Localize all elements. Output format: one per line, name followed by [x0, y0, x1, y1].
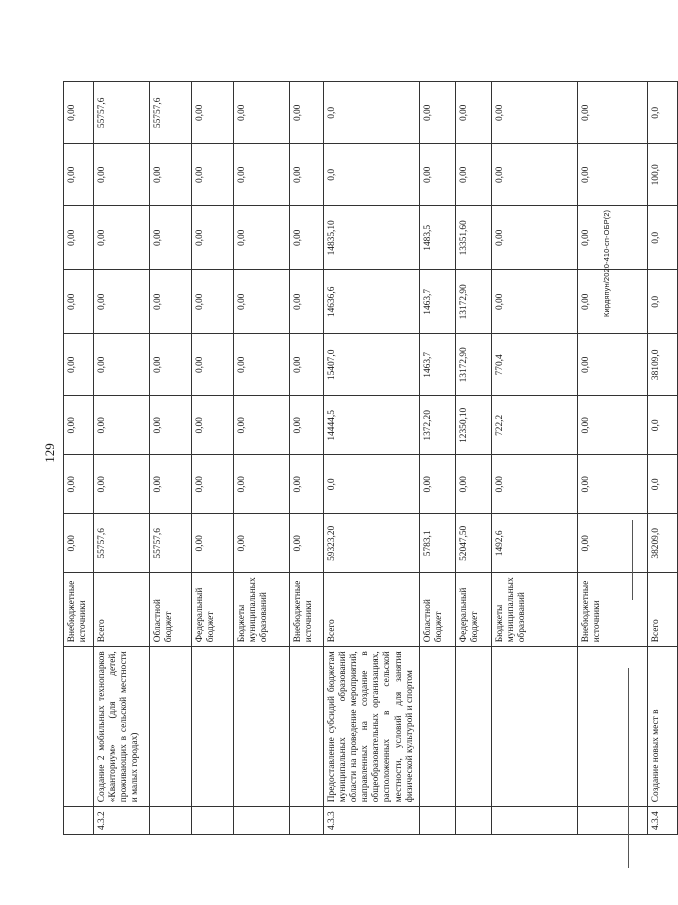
amount-cell: 0,0	[324, 144, 420, 206]
table-row	[64, 82, 94, 835]
amount-cell: 0,00	[150, 334, 192, 396]
amount-cell: 0,00	[192, 144, 234, 206]
amount-cell: 0,0	[324, 82, 420, 144]
amount-cell: 1463,7	[419, 334, 455, 396]
amount-cell: 0,00	[290, 144, 324, 206]
funding-table	[63, 81, 678, 835]
row-number-cell	[491, 807, 577, 835]
amount-cell: 0,00	[290, 270, 324, 334]
amount-cell: 0,00	[234, 270, 290, 334]
table-row	[647, 82, 677, 835]
measure-name-cell: Предоставление субсидий бюджетам муниципальных образований области на проведение мероприятий, направленных на создание в общеобразовательных организациях, расположенных в сельской местности, условий для занятия физической культурой и спортом	[324, 647, 420, 807]
amount-cell: 0,00	[577, 514, 647, 573]
measure-name-cell	[64, 647, 94, 807]
amount-cell: 0,00	[150, 270, 192, 334]
row-number-cell	[419, 807, 455, 835]
amount-cell: 55757,6	[150, 514, 192, 573]
amount-cell: 14835,10	[324, 206, 420, 270]
amount-cell: 0,00	[64, 396, 94, 455]
amount-cell: 55757,6	[150, 82, 192, 144]
scan-artifact-line	[632, 520, 633, 600]
amount-cell: 0,00	[419, 455, 455, 514]
funding-source-cell: Внебюджетные источники	[64, 573, 94, 647]
funding-source-cell: Бюджеты муниципальных образований	[491, 573, 577, 647]
amount-cell: 0,00	[94, 396, 150, 455]
row-number-cell	[577, 807, 647, 835]
amount-cell: 0,00	[455, 144, 491, 206]
amount-cell: 0,00	[290, 514, 324, 573]
amount-cell: 0,00	[419, 144, 455, 206]
amount-cell: 0,00	[577, 82, 647, 144]
funding-source-cell: Федеральный бюджет	[455, 573, 491, 647]
amount-cell: 1463,7	[419, 270, 455, 334]
amount-cell: 12350,10	[455, 396, 491, 455]
amount-cell: 5783,1	[419, 514, 455, 573]
funding-source-cell: Бюджеты муниципальных образований	[234, 573, 290, 647]
amount-cell: 55757,6	[94, 82, 150, 144]
amount-cell: 0,00	[290, 396, 324, 455]
funding-source-cell: Федеральный бюджет	[192, 573, 234, 647]
amount-cell: 0,00	[94, 455, 150, 514]
amount-cell: 0,00	[290, 206, 324, 270]
measure-name-cell	[192, 647, 234, 807]
table-row	[491, 82, 577, 835]
amount-cell: 0,00	[290, 334, 324, 396]
amount-cell: 0,00	[192, 82, 234, 144]
amount-cell: 0,0	[647, 270, 677, 334]
table-row	[150, 82, 192, 835]
table-row	[577, 82, 647, 835]
row-number-cell	[455, 807, 491, 835]
amount-cell: 52047,50	[455, 514, 491, 573]
amount-cell: 1492,6	[491, 514, 577, 573]
amount-cell: 0,00	[491, 144, 577, 206]
funding-source-cell: Всего	[324, 573, 420, 647]
amount-cell: 0,00	[577, 396, 647, 455]
funding-source-cell: Областной бюджет	[419, 573, 455, 647]
amount-cell: 0,00	[94, 144, 150, 206]
amount-cell: 100,0	[647, 144, 677, 206]
amount-cell: 0,00	[64, 334, 94, 396]
amount-cell: 38109,0	[647, 334, 677, 396]
amount-cell: 55757,6	[94, 514, 150, 573]
amount-cell: 0,00	[64, 514, 94, 573]
table-row	[192, 82, 234, 835]
table-row	[324, 82, 420, 835]
amount-cell: 0,00	[290, 455, 324, 514]
amount-cell: 0,00	[577, 270, 647, 334]
amount-cell: 59323,20	[324, 514, 420, 573]
amount-cell: 0,00	[577, 334, 647, 396]
page-number: 129	[42, 443, 57, 463]
amount-cell: 0,00	[150, 455, 192, 514]
amount-cell: 0,00	[94, 206, 150, 270]
amount-cell: 0,00	[234, 455, 290, 514]
table-row	[290, 82, 324, 835]
table-row	[234, 82, 290, 835]
amount-cell: 0,00	[150, 396, 192, 455]
amount-cell: 770,4	[491, 334, 577, 396]
amount-cell: 14444,5	[324, 396, 420, 455]
amount-cell: 0,00	[234, 206, 290, 270]
scan-artifact-line	[628, 668, 629, 868]
amount-cell: 14636,6	[324, 270, 420, 334]
amount-cell: 0,00	[491, 270, 577, 334]
amount-cell: 0,00	[64, 455, 94, 514]
amount-cell: 0,0	[647, 455, 677, 514]
amount-cell: 0,00	[192, 206, 234, 270]
amount-cell: 0,00	[64, 206, 94, 270]
measure-name-cell: Создание 2 мобильных технопарков «Кванториум» (для детей, проживающих в сельской местности и малых городах)	[94, 647, 150, 807]
amount-cell: 0,00	[192, 455, 234, 514]
amount-cell: 0,00	[150, 206, 192, 270]
measure-name-cell: Создание новых мест в	[647, 647, 677, 807]
amount-cell: 0,00	[234, 514, 290, 573]
amount-cell: 0,00	[192, 514, 234, 573]
amount-cell: 0,00	[94, 270, 150, 334]
amount-cell: 0,00	[491, 206, 577, 270]
amount-cell: 0,0	[324, 455, 420, 514]
amount-cell: 13351,60	[455, 206, 491, 270]
row-number-cell	[290, 807, 324, 835]
amount-cell: 0,0	[647, 82, 677, 144]
amount-cell: 15407,0	[324, 334, 420, 396]
amount-cell: 0,00	[192, 334, 234, 396]
row-number-cell: 4.3.3	[324, 807, 420, 835]
row-number-cell	[234, 807, 290, 835]
measure-name-cell	[150, 647, 192, 807]
table-row	[419, 82, 455, 835]
amount-cell: 13172,90	[455, 334, 491, 396]
row-number-cell: 4.3.2	[94, 807, 150, 835]
measure-name-cell	[419, 647, 455, 807]
table-row	[94, 82, 150, 835]
amount-cell: 0,00	[234, 396, 290, 455]
amount-cell: 0,00	[234, 334, 290, 396]
amount-cell: 0,00	[455, 455, 491, 514]
funding-source-cell: Внебюджетные источники	[290, 573, 324, 647]
funding-source-cell: Областной бюджет	[150, 573, 192, 647]
amount-cell: 0,00	[192, 396, 234, 455]
funding-source-cell: Внебюджетные источники	[577, 573, 647, 647]
amount-cell: 0,00	[419, 82, 455, 144]
amount-cell: 0,00	[577, 455, 647, 514]
measure-name-cell	[234, 647, 290, 807]
measure-name-cell	[577, 647, 647, 807]
amount-cell: 0,00	[290, 82, 324, 144]
footer-code: Кирдяпун/2020-410-сп-ОБР(2)	[602, 209, 611, 317]
amount-cell: 38209,0	[647, 514, 677, 573]
amount-cell: 0,00	[455, 82, 491, 144]
row-number-cell: 4.3.4	[647, 807, 677, 835]
measure-name-cell	[290, 647, 324, 807]
amount-cell: 0,00	[64, 144, 94, 206]
amount-cell: 0,00	[577, 144, 647, 206]
amount-cell: 1483,5	[419, 206, 455, 270]
row-number-cell	[192, 807, 234, 835]
funding-source-cell: Всего	[94, 573, 150, 647]
funding-source-cell: Всего	[647, 573, 677, 647]
amount-cell: 0,00	[577, 206, 647, 270]
amount-cell: 0,00	[491, 455, 577, 514]
amount-cell: 0,0	[647, 396, 677, 455]
measure-name-cell	[491, 647, 577, 807]
row-number-cell	[150, 807, 192, 835]
amount-cell: 0,0	[647, 206, 677, 270]
amount-cell: 0,00	[64, 82, 94, 144]
measure-name-cell	[455, 647, 491, 807]
amount-cell: 0,00	[94, 334, 150, 396]
amount-cell: 0,00	[64, 270, 94, 334]
amount-cell: 0,00	[192, 270, 234, 334]
amount-cell: 13172,90	[455, 270, 491, 334]
amount-cell: 0,00	[234, 144, 290, 206]
amount-cell: 0,00	[150, 144, 192, 206]
amount-cell: 0,00	[234, 82, 290, 144]
table-row	[455, 82, 491, 835]
amount-cell: 1372,20	[419, 396, 455, 455]
amount-cell: 0,00	[491, 82, 577, 144]
amount-cell: 722,2	[491, 396, 577, 455]
row-number-cell	[64, 807, 94, 835]
